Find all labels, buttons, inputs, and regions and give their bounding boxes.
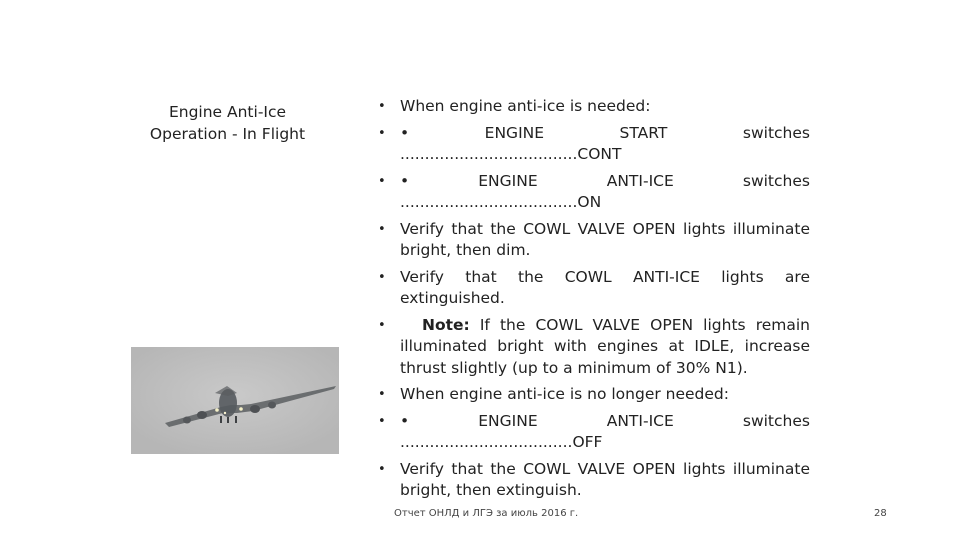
airplane-illustration (131, 347, 339, 454)
bullet-item: • • ENGINE ANTI-ICE switches ....................................ON (378, 171, 810, 214)
checklist-row: • • ENGINE ANTI-ICE switches (400, 411, 810, 430)
checklist-row: • • ENGINE ANTI-ICE switches (400, 171, 810, 190)
title-line-2: Operation - In Flight (149, 125, 306, 143)
airplane-in-fog-photo (131, 347, 339, 454)
note-label: Note: (422, 315, 470, 334)
bullet-item: • When engine anti-ice is no longer needed: (378, 384, 810, 406)
slide-title (130, 101, 325, 145)
title-line-1: Engine Anti-Ice (168, 103, 287, 121)
bullet-item: • Verify that the COWL VALVE OPEN lights illuminate bright, then extinguish. (378, 459, 810, 502)
bullet-item: • Verify that the COWL ANTI-ICE lights are extinguished. (378, 267, 810, 310)
checklist-row: • • ENGINE START switches (400, 123, 810, 142)
footer-text: Отчет ОНЛД и ЛГЭ за июль 2016 г. (394, 508, 579, 519)
bullet-item: • When engine anti-ice is needed: (378, 96, 810, 118)
bullet-item: • Note: If the COWL VALVE OPEN lights remain illuminated bright with engines at IDLE, increase thrust slightly (up to a minimum of 30% N1). (378, 315, 810, 380)
bullet-item: • Verify that the COWL VALVE OPEN lights illuminate bright, then dim. (378, 219, 810, 262)
procedure-bullet-list (378, 96, 810, 507)
bullet-item: • • ENGINE START switches ....................................CONT (378, 123, 810, 166)
bullet-item: • • ENGINE ANTI-ICE switches ...................................OFF (378, 411, 810, 454)
page-number: 28 (874, 508, 887, 519)
